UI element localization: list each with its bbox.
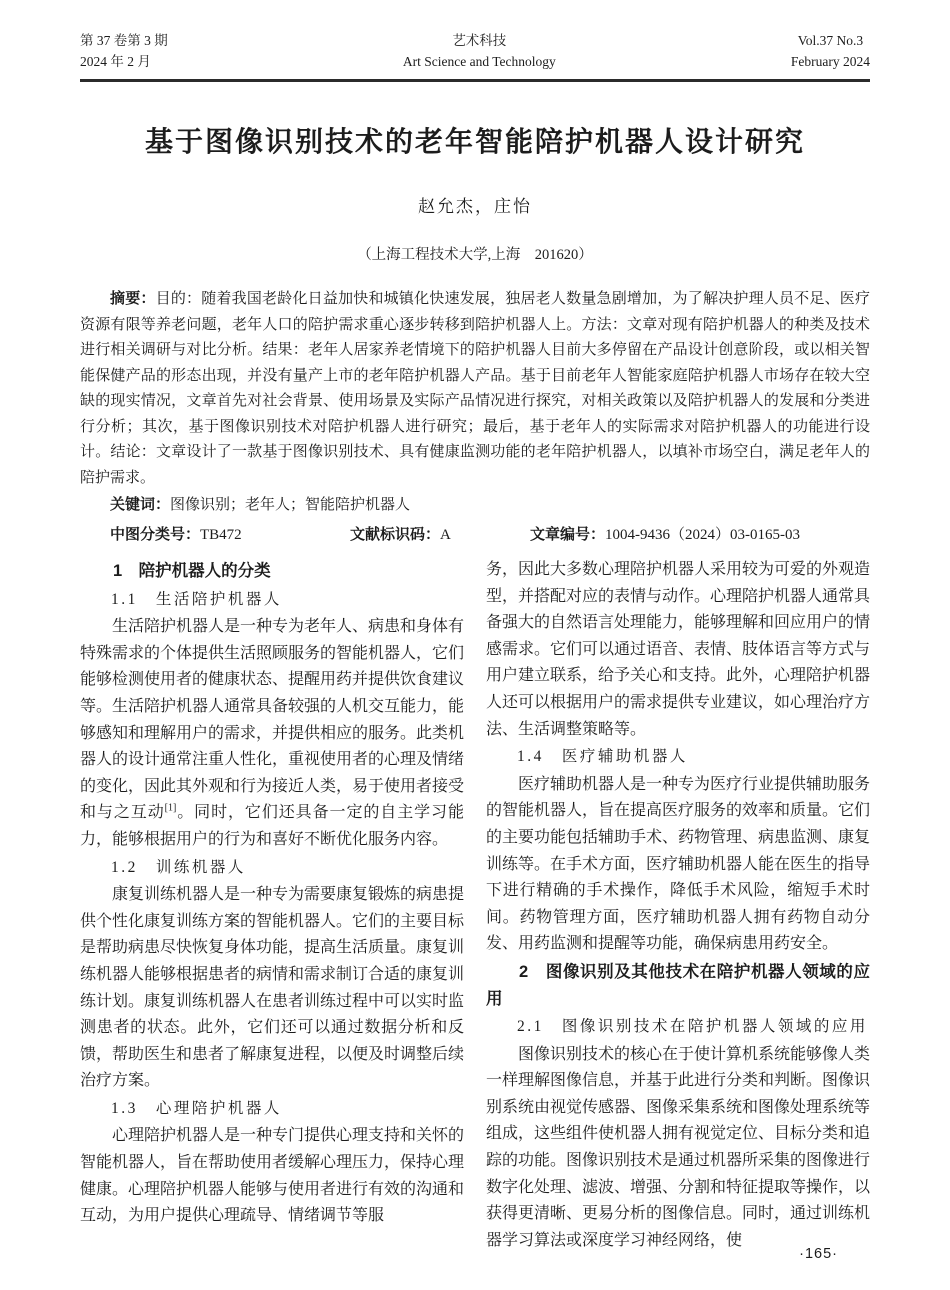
clc-item [110, 522, 350, 549]
header-journal-title-block [403, 30, 556, 72]
classification-line [80, 522, 870, 549]
right-column [486, 557, 870, 1254]
abstract-text: 目的：随着我国老龄化日益加快和城镇化快速发展，独居老人数量急剧增加，为了解决护理人员不足、医疗资源有限等养老问题，老年人口的陪护需求重心逐步转移到陪护机器人上。方法：文章对现有陪护机器人的种类及技术进行相关调研与对比分析。结果：老年人居家养老情境下的陪护机器人目前大多停留在产品设计创意阶段，或以相关智能保健产品的形态出现，并没有量产上市的老年陪护机器人产品。基于目前老年人智能家庭陪护机器人市场存在较大空缺的现实情况，文章首先对社会背景、使用场景及实际产品情况进行探究，对相关政策以及陪护机器人的发展和分类进行分析；其次，基于图像识别技术对陪护机器人进行研究；最后，基于老年人的实际需求对陪护机器人的功能进行设计。结论：文章设计了一款基于图像识别技术、具有健康监测功能的老年陪护机器人，以填补市场空白，满足老年人的陪护需求。 [80, 291, 870, 486]
article-id-label: 文章编号： [530, 525, 606, 543]
keywords-line [80, 492, 870, 519]
paragraph-1-1-text-cont: 。同时，它们还具备一定的自主学习能力，能够根据用户的行为和喜好不断优化服务内容。 [80, 804, 464, 848]
paragraph-2-1: 图像识别技术的核心在于使计算机系统能够像人类一样理解图像信息，并基于此进行分类和判断。图像识别系统由视觉传感器、图像采集系统和图像处理系统等组成，这些组件使机器人拥有视觉定位、目标分类和追踪的功能。图像识别技术是通过机器所采集的图像进行数字化处理、滤波、增强、分割和特征提取等操作，以获得更清晰、更易分析的图像信息。同时，通过训练机器学习算法或深度学习神经网络，使 [486, 1045, 871, 1249]
page-number: ·165· [799, 1246, 838, 1262]
volume-issue-cn: 第 37 卷第 3 期 [80, 33, 168, 48]
keywords-text: 图像识别；老年人；智能陪护机器人 [170, 497, 411, 513]
clc-value: TB472 [200, 526, 242, 543]
doc-code-item [350, 522, 530, 549]
paragraph-1-2: 康复训练机器人是一种专为需要康复锻炼的病患提供个性化康复训练方案的智能机器人。它们的主要目标是帮助病患尽快恢复身体功能，提高生活质量。康复训练机器人能够根据患者的病情和需求制订合适的康复训练计划。康复训练机器人在患者训练过程中可以实时监测患者的状态。此外，它们还可以通过数据分析和反馈，帮助医生和患者了解康复进程，以便及时调整后续治疗方案。 [80, 886, 465, 1090]
abstract-paragraph [80, 286, 870, 491]
journal-title-en: Art Science and Technology [402, 54, 556, 69]
paragraph-1-1 [80, 614, 464, 853]
date-cn: 2024 年 2 月 [80, 54, 151, 69]
section-1-2-heading: 1.2 训练机器人 [111, 858, 246, 876]
citation-ref-1: [1] [164, 803, 177, 815]
section-2-heading: 2 图像识别及其他技术在陪护机器人领域的应用 [486, 962, 870, 1008]
article-authors: 赵允杰，庄怡 [418, 197, 532, 216]
paragraph-1-3: 心理陪护机器人是一种专门提供心理支持和关怀的智能机器人，旨在帮助使用者缓解心理压力，保持心理健康。心理陪护机器人能够与使用者进行有效的沟通和互动，为用户提供心理疏导、情绪调节等服 [80, 1127, 465, 1225]
abstract-label: 摘要： [110, 290, 156, 307]
clc-label: 中图分类号： [110, 525, 201, 543]
header-rule [80, 79, 870, 82]
header-volume-block [791, 30, 870, 72]
keywords-label: 关键词： [110, 496, 171, 513]
journal-header [80, 0, 870, 72]
article-title: 基于图像识别技术的老年智能陪护机器人设计研究 [144, 126, 805, 157]
paragraph-1-3-continued: 务，因此大多数心理陪护机器人采用较为可爱的外观造型，并搭配对应的表情与动作。心理陪护机器人通常具备强大的自然语言处理能力，能够理解和回应用户的情感需求。它们可以通过语音、表情、肢体语言等方式与用户建立联系，给予关心和支持。此外，心理陪护机器人还可以根据用户的需求提供专业建议，如心理治疗方法、生活调整策略等。 [486, 561, 871, 738]
paragraph-1-1-text: 生活陪护机器人是一种专为老年人、病患和身体有特殊需求的个体提供生活照顾服务的智能机器人，它们能够检测使用者的健康状态、提醒用药并提供饮食建议等。生活陪护机器人通常具备较强的人机交互能力，能够感知和理解用户的需求，并提供相应的服务。此类机器人的设计通常注重人性化，重视使用者的心理及情绪的变化，因此其外观和行为接近人类，易于使用者接受和与之互动 [80, 618, 465, 822]
section-1-1-heading: 1.1 生活陪护机器人 [111, 590, 282, 608]
left-column [80, 557, 464, 1254]
journal-title-cn: 艺术科技 [452, 33, 507, 48]
section-1-3-heading: 1.3 心理陪护机器人 [111, 1099, 282, 1117]
date-en: February 2024 [790, 54, 870, 69]
doc-code-value: A [440, 526, 451, 543]
article-id-item [530, 522, 800, 549]
volume-issue-en: Vol.37 No.3 [797, 33, 864, 48]
paragraph-1-4: 医疗辅助机器人是一种专为医疗行业提供辅助服务的智能机器人，旨在提高医疗服务的效率和质量。它们的主要功能包括辅助手术、药物管理、病患监测、康复训练等。在手术方面，医疗辅助机器人能在医生的指导下进行精确的手术操作，降低手术风险，缩短手术时间。药物管理方面，医疗辅助机器人拥有药物自动分发、用药监测和提醒等功能，确保病患用药安全。 [486, 775, 871, 953]
section-2-1-heading: 2.1 图像识别技术在陪护机器人领域的应用 [517, 1018, 868, 1036]
article-id-value: 1004-9436（2024）03-0165-03 [605, 526, 801, 543]
doc-code-label: 文献标识码： [350, 525, 441, 543]
header-issue-block [80, 30, 168, 72]
section-1-heading: 1 陪护机器人的分类 [113, 562, 271, 580]
article-affiliation: （上海工程技术大学,上海 201620） [357, 247, 593, 263]
section-1-4-heading: 1.4 医疗辅助机器人 [517, 748, 688, 766]
body-columns [80, 557, 870, 1254]
